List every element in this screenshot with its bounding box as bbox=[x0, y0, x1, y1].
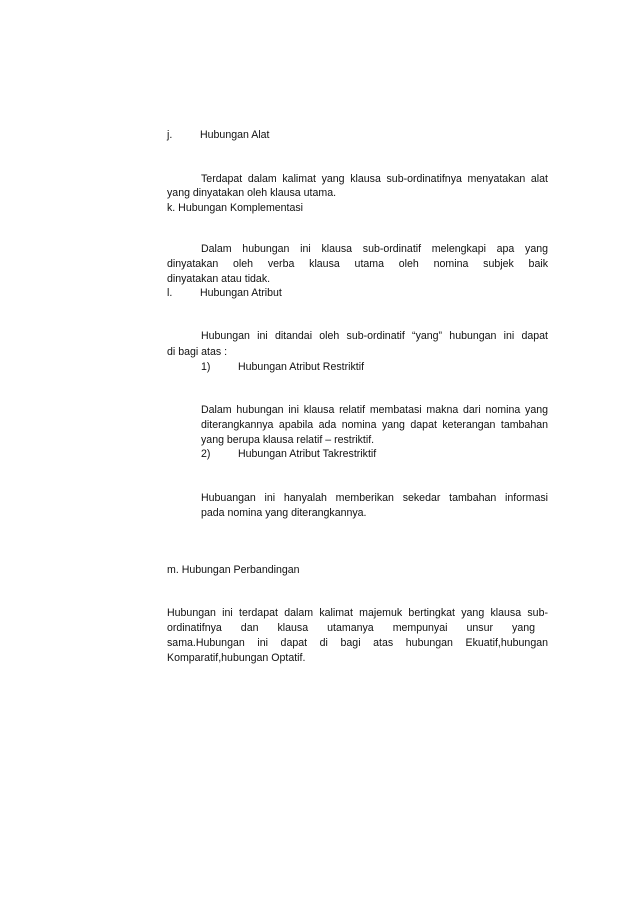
section-m-paragraph-line: sama.Hubungan ini dapat di bagi atas hubungan Ekuatif,hubungan bbox=[167, 637, 548, 649]
section-m-paragraph-line: Hubungan ini terdapat dalam kalimat majemuk bertingkat yang klausa sub- bbox=[167, 607, 548, 619]
subsection-2-paragraph-line: pada nomina yang diterangkannya. bbox=[201, 507, 367, 519]
subsection-1-paragraph-line: diterangkannya apabila ada nomina yang dapat keterangan tambahan bbox=[201, 419, 548, 431]
subsection-2-paragraph-line: Hubuangan ini hanyalah memberikan sekedar tambahan informasi bbox=[201, 492, 548, 504]
section-j-marker: j. bbox=[167, 129, 173, 141]
subsection-2-heading: Hubungan Atribut Takrestriktif bbox=[238, 448, 377, 460]
subsection-1-marker: 1) bbox=[201, 361, 211, 373]
subsection-1-heading: Hubungan Atribut Restriktif bbox=[238, 361, 365, 373]
section-k-heading: k. Hubungan Komplementasi bbox=[167, 202, 304, 214]
section-j-paragraph-line: Terdapat dalam kalimat yang klausa sub-ordinatifnya menyatakan alat bbox=[201, 173, 548, 185]
subsection-1-paragraph-line: yang berupa klausa relatif – restriktif. bbox=[201, 434, 375, 446]
section-k-paragraph-line: dinyatakan oleh verba klausa utama oleh nomina subjek baik bbox=[167, 258, 548, 270]
section-l-paragraph-line: di bagi atas : bbox=[167, 346, 228, 358]
section-m-heading: m. Hubungan Perbandingan bbox=[167, 564, 300, 576]
section-k-paragraph-line: Dalam hubungan ini klausa sub-ordinatif melengkapi apa yang bbox=[201, 243, 548, 255]
section-j-paragraph-line: yang dinyatakan oleh klausa utama. bbox=[167, 187, 337, 199]
section-m-paragraph-line: ordinatifnya dan klausa utamanya mempunyai unsur yang bbox=[167, 622, 535, 634]
section-m-paragraph-line: Komparatif,hubungan Optatif. bbox=[167, 652, 306, 664]
section-k-paragraph-line: dinyatakan atau tidak. bbox=[167, 273, 271, 285]
section-l-paragraph-line: Hubungan ini ditandai oleh sub-ordinatif “yang” hubungan ini dapat bbox=[201, 330, 548, 342]
section-l-heading: Hubungan Atribut bbox=[200, 287, 282, 299]
subsection-1-paragraph-line: Dalam hubungan ini klausa relatif membatasi makna dari nomina yang bbox=[201, 404, 548, 416]
section-j-heading: Hubungan Alat bbox=[200, 129, 270, 141]
subsection-2-marker: 2) bbox=[201, 448, 211, 460]
section-l-marker: l. bbox=[167, 287, 173, 299]
